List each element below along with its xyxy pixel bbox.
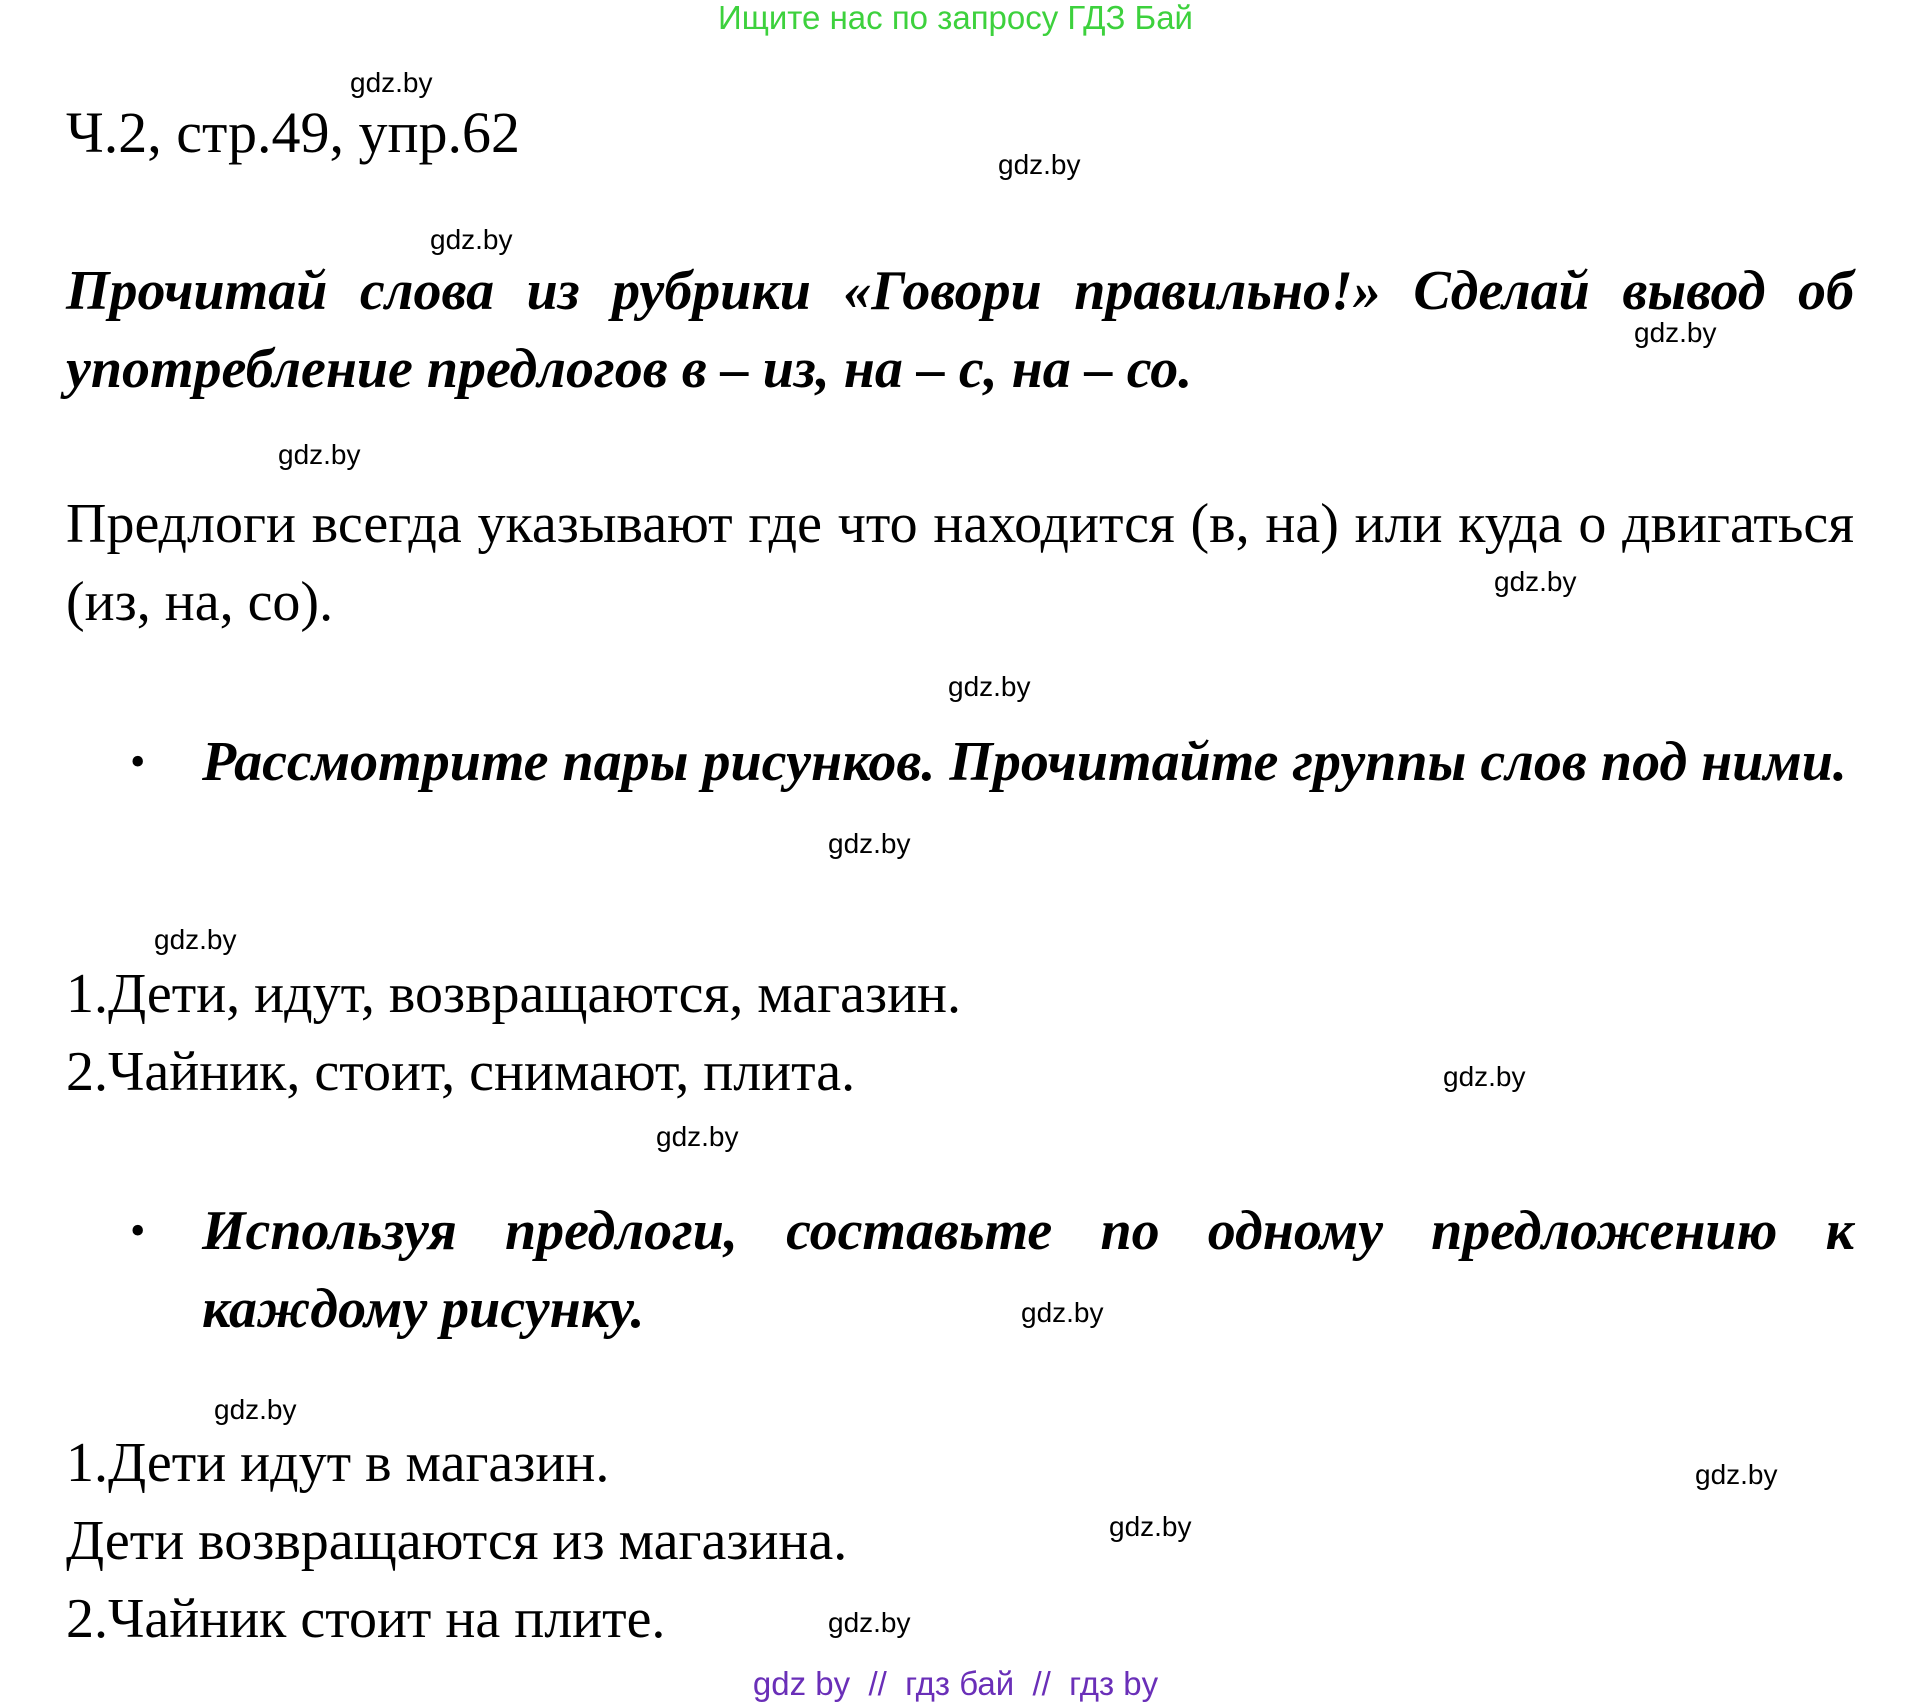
bullet-marker: • [130,737,146,786]
bullet-marker: • [130,1206,146,1255]
list-item: 1.Дети идут в магазин. [66,1432,610,1494]
footer-links: gdz by // гдз бай // гдз by [752,1665,1159,1702]
list-item: 2.Чайник стоит на плите. [66,1588,666,1650]
watermark: gdz.by [430,224,513,255]
answer-text: Предлоги всегда указывают где что находится (в, на) или куда о двигаться (из, на, со). [66,493,1854,633]
watermark: gdz.by [1494,566,1577,597]
bullet-instruction-1: Рассмотрите пары рисунков. Прочитайте группы слов под ними. [202,731,1847,793]
watermark: gdz.by [828,828,911,859]
list-item: 1.Дети, идут, возвращаются, магазин. [66,963,962,1025]
search-banner: Ищите нас по запросу ГДЗ Бай [718,0,1193,36]
watermark: gdz.by [1021,1297,1104,1328]
watermark: gdz.by [1634,317,1717,348]
watermark: gdz.by [1695,1459,1778,1490]
watermark: gdz.by [998,149,1081,180]
watermark: gdz.by [1109,1511,1192,1542]
list-item: 2.Чайник, стоит, снимают, плита. [66,1041,856,1103]
watermark: gdz.by [828,1607,911,1638]
task-text: Прочитай слова из рубрики «Говори правильно!» Сделай вывод об употребление предлогов в – из, на – с, на – со. [66,260,1854,400]
watermark: gdz.by [948,671,1031,702]
page-title: Ч.2, стр.49, упр.62 [66,100,521,165]
watermark: gdz.by [214,1394,297,1425]
list-item: Дети возвращаются из магазина. [66,1510,848,1572]
watermark: gdz.by [154,924,237,955]
watermark: gdz.by [1443,1061,1526,1092]
watermark: gdz.by [656,1121,739,1152]
watermark: gdz.by [350,67,433,98]
bullet-instruction-2: Используя предлоги, составьте по одному предложению к каждому рисунку. [202,1200,1854,1340]
watermark: gdz.by [278,439,361,470]
